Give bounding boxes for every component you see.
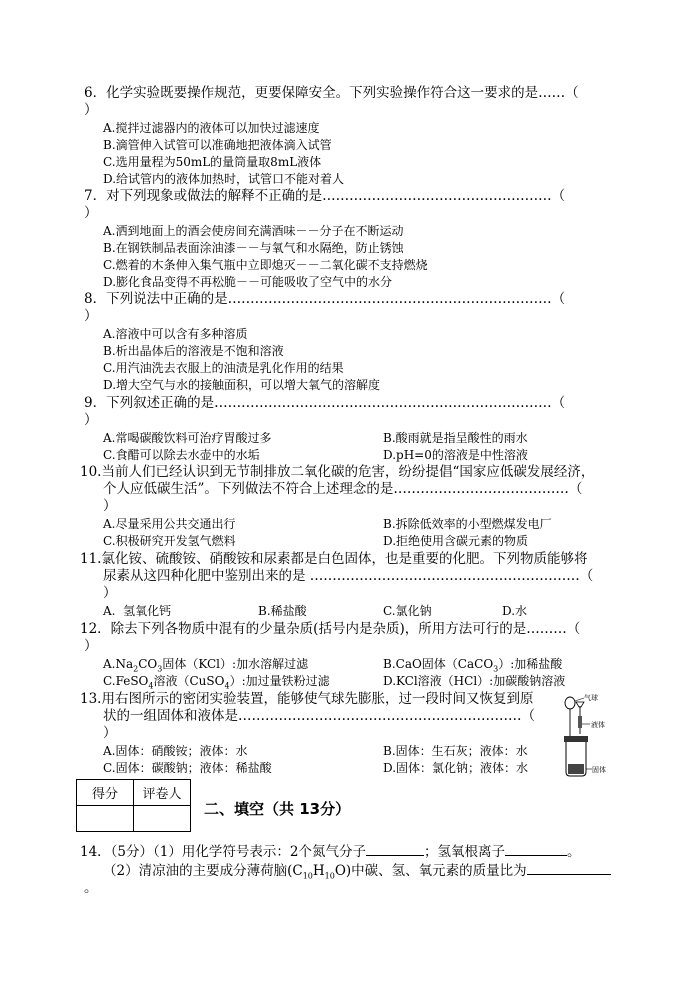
- q7-option-c: C.燃着的木条伸入集气瓶中立即熄灭－－二氧化碳不支持燃烧: [103, 258, 428, 272]
- q10-close: ）: [103, 498, 117, 514]
- q13-option-d: D.固体：氯化钠；液体：水: [383, 761, 529, 775]
- figure-label-solid: 固体: [592, 766, 606, 774]
- q8-option-b: B.析出晶体后的溶液是不饱和溶液: [103, 344, 284, 358]
- grader-header: 评卷人: [134, 780, 191, 806]
- q12-option-c: C.FeSO$_4$溶液（CuSO$_4$）:加过量铁粉过滤: [103, 674, 330, 691]
- q9-option-b: B.酸雨就是指呈酸性的雨水: [383, 431, 528, 445]
- q14-line1: 14．（5分）（1）用化学符号表示：2个氮气分子 ；氢氧根离子 。: [80, 844, 581, 860]
- q6-option-a: A.搅拌过滤器内的液体可以加快过滤速度: [103, 121, 320, 135]
- q10-option-c: C.积极研究开发氢气燃料: [103, 534, 236, 548]
- grader-cell[interactable]: [134, 806, 191, 832]
- q14-line3: 。: [84, 880, 98, 896]
- q10-option-a: A.尽量采用公共交通出行: [103, 517, 236, 531]
- q13-option-b: B.固体：生石灰；液体：水: [383, 744, 528, 758]
- q11-option-d: D.水: [502, 604, 528, 618]
- q6-option-c: C.选用量程为50mL的量筒量取8mL液体: [103, 155, 322, 169]
- q13-close: ）: [103, 725, 117, 741]
- q12-option-a: $A.Na_2CO_3$固体（KCl）:加水溶解过滤: [103, 657, 309, 674]
- q9-option-d: D.pH=0的溶液是中性溶液: [383, 448, 528, 462]
- q11-stem-line1: 11.氯化铵、硫酸铵、硝酸铵和尿素都是白色固体，也是重要的化肥。下列物质能够将: [80, 551, 588, 567]
- flask-balloon-apparatus-figure: [558, 694, 618, 780]
- q13-stem-line1: 13.用右图所示的密闭实验装置，能够使气球先膨胀，过一段时间又恢复到原: [80, 691, 534, 707]
- q11-option-b: B.稀盐酸: [258, 604, 307, 618]
- q7-option-d: D.膨化食品变得不再松脆－－可能吸收了空气中的水分: [103, 275, 393, 289]
- q14-blank-nitrogen[interactable]: [366, 843, 424, 856]
- q6-close: ）: [84, 102, 98, 118]
- q11-close: ）: [103, 585, 117, 601]
- figure-label-liquid: 液体: [591, 721, 605, 729]
- q13-option-a: A.固体：硝酸铵；液体：水: [103, 744, 248, 758]
- q12-option-d: D.KCl溶液（HCl）:加碳酸钠溶液: [383, 674, 566, 688]
- q11-option-c: C.氯化钠: [383, 604, 432, 618]
- q9-option-a: A.常喝碳酸饮料可治疗胃酸过多: [103, 431, 272, 445]
- q9-close: ）: [84, 412, 98, 428]
- q8-option-d: D.增大空气与水的接触面积，可以增大氧气的溶解度: [103, 378, 381, 392]
- q8-stem: 8．下列说法中正确的是………………………………………………………………（: [84, 291, 566, 307]
- q8-option-a: A.溶液中可以含有多种溶质: [103, 327, 248, 341]
- q14-blank-mass-ratio[interactable]: [527, 862, 611, 875]
- q10-option-d: D.拒绝使用含碳元素的物质: [383, 534, 529, 548]
- score-header: 得分: [77, 780, 134, 806]
- q9-stem: 9．下列叙述正确的是…………………………………………………………………（: [84, 395, 566, 411]
- q12-close: ）: [84, 638, 98, 654]
- q7-option-b: B.在钢铁制品表面涂油漆－－与氧气和水隔绝，防止锈蚀: [103, 241, 404, 255]
- q10-option-b: B.拆除低效率的小型燃煤发电厂: [383, 517, 552, 531]
- q13-option-c: C.固体：碳酸钠；液体：稀盐酸: [103, 761, 272, 775]
- q6-stem: 6．化学实验既要操作规范，更要保障安全。下列实验操作符合这一要求的是……（: [84, 85, 579, 101]
- score-cell[interactable]: [77, 806, 134, 832]
- q11-option-a: A. 氢氧化钙: [103, 604, 172, 618]
- q13-stem-line2: 状的一组固体和液体是………………………………………………………（: [103, 708, 535, 724]
- q10-stem-line2: 个人应低碳生活”。下列做法不符合上述理念的是…………………………………（: [103, 481, 583, 497]
- q6-option-b: B.滴管伸入试管可以准确地把液体滴入试管: [103, 138, 332, 152]
- q7-stem: 7．对下列现象或做法的解释不正确的是……………………………………………（: [84, 188, 566, 204]
- q14-blank-hydroxide[interactable]: [505, 843, 567, 856]
- q7-option-a: A.洒到地面上的酒会使房间充满酒味－－分子在不断运动: [103, 224, 404, 238]
- q14-line2: （2）清凉油的主要成分薄荷脑$(C_{10}H_{10}O)$中碳、氢、氧元素的质量比为: [103, 862, 611, 880]
- q11-stem-line2: 尿素从这四种化肥中鉴别出来的是 ……………………………………………………（: [103, 568, 594, 584]
- q6-option-d: D.给试管内的液体加热时，试管口不能对着人: [103, 172, 345, 186]
- q12-option-b: B.CaO固体（CaCO$_3$）:加稀盐酸: [383, 657, 563, 674]
- q8-option-c: C.用汽油洗去衣服上的油渍是乳化作用的结果: [103, 361, 344, 375]
- q9-option-c: C.食醋可以除去水壶中的水垢: [103, 448, 260, 462]
- figure-label-balloon: 气球: [584, 694, 598, 702]
- q10-stem-line1: 10.当前人们已经认识到无节制排放二氧化碳的危害，纷纷提倡“国家应低碳发展经济，: [80, 464, 595, 480]
- q8-close: ）: [84, 308, 98, 324]
- score-table: [76, 779, 191, 832]
- q12-stem: 12．除去下列各物质中混有的少量杂质(括号内是杂质)，所用方法可行的是………（: [80, 621, 581, 637]
- section2-title: 二、填空（共 13分）: [204, 800, 351, 818]
- q7-close: ）: [84, 205, 98, 221]
